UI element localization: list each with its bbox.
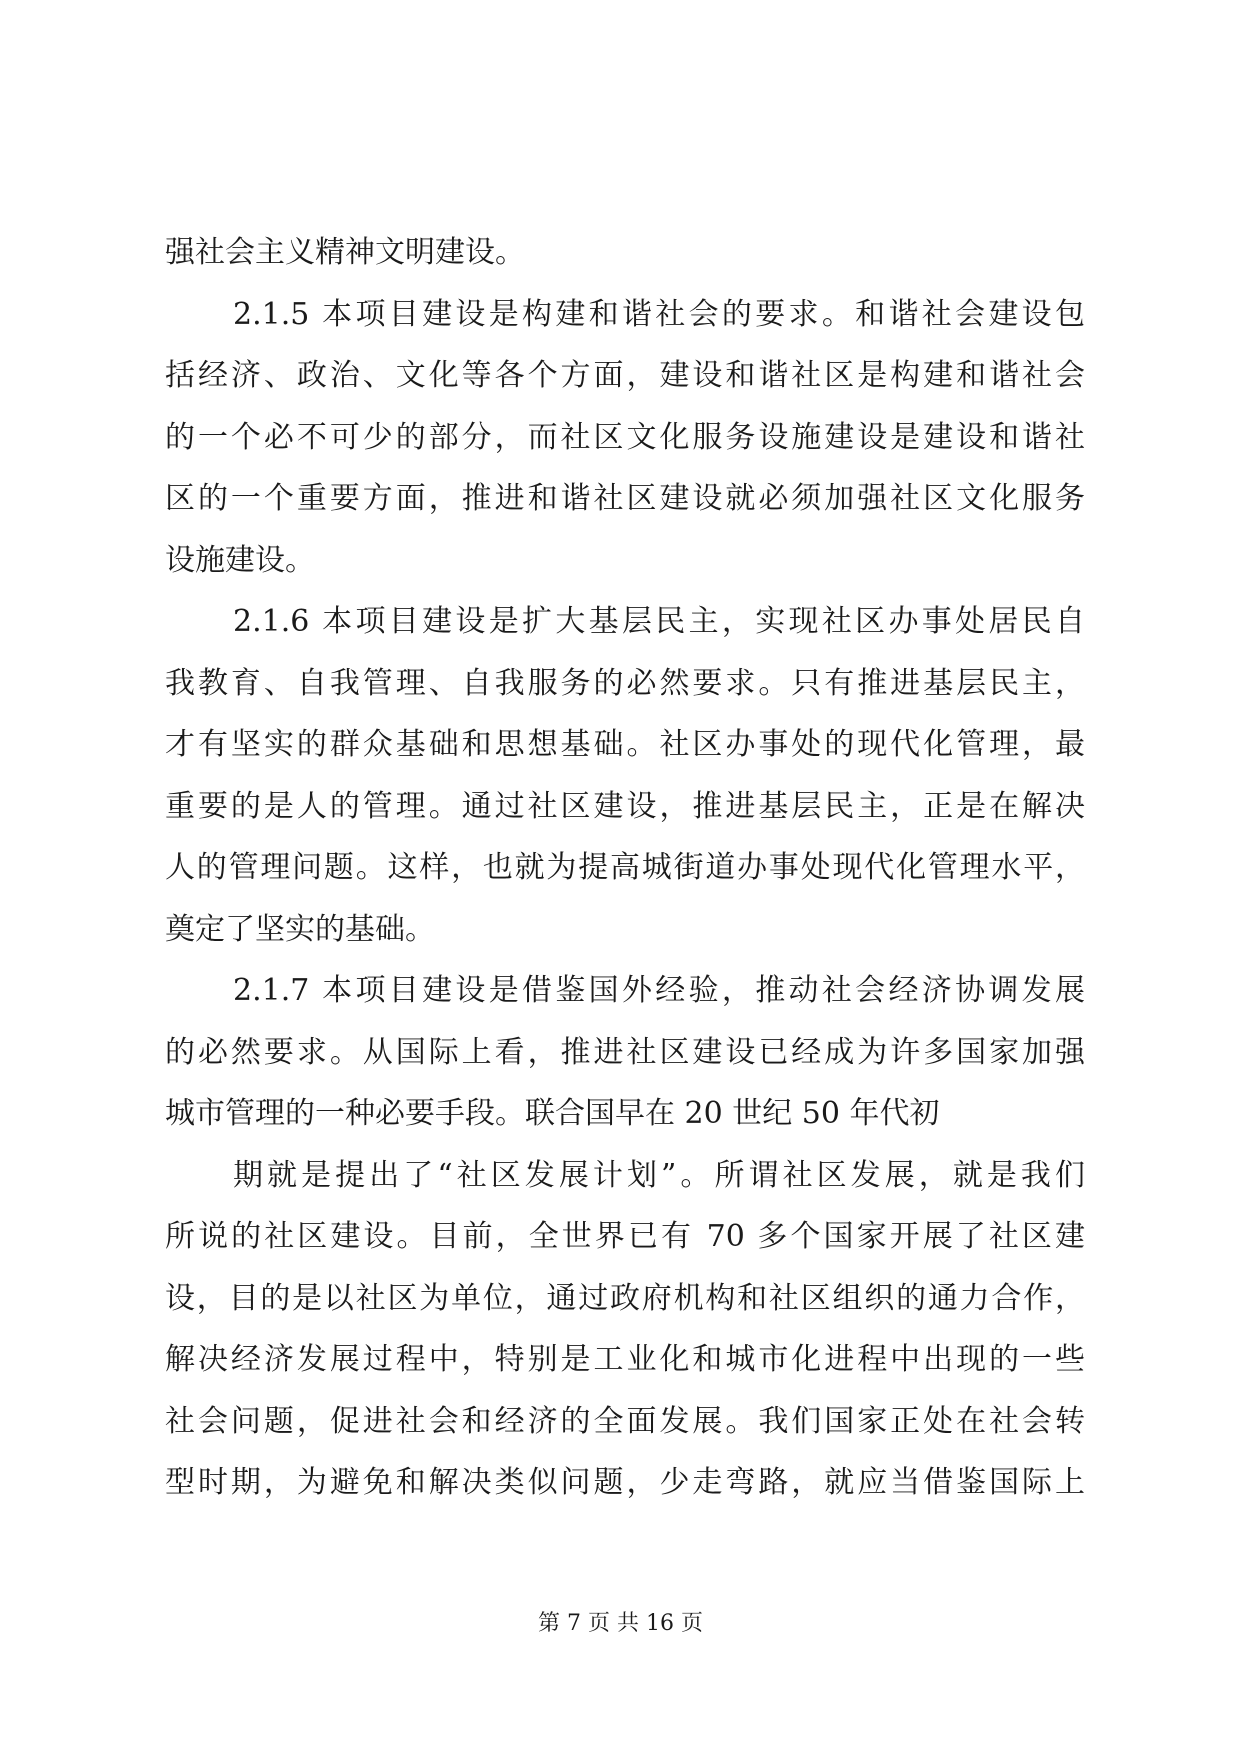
text-line: 设，目的是以社区为单位，通过政府机构和社区组织的通力合作， [165,1280,1085,1316]
text-line: 才有坚实的群众基础和思想基础。社区办事处的现代化管理，最 [165,727,1085,762]
text-line: 奠定了坚实的基础。 [165,911,435,947]
text-line: 人的管理问题。这样，也就为提高城街道办事处现代化管理水平， [165,850,1085,885]
text-line: 强社会主义精神文明建设。 [165,235,525,270]
text-line: 括经济、政治、文化等各个方面，建设和谐社区是构建和谐社会 [165,358,1085,393]
text-line: 的必然要求。从国际上看，推进社区建设已经成为许多国家加强 [165,1034,1085,1070]
section-2-1-6-first-line: 2.1.6 本项目建设是扩大基层民主，实现社区办事处居民自 [233,604,1085,639]
section-2-1-7-first-line: 2.1.7 本项目建设是借鉴国外经验，推动社会经济协调发展 [233,973,1085,1008]
text-line: 型时期，为避免和解决类似问题，少走弯路，就应当借鉴国际上 [165,1465,1085,1500]
text-line: 城市管理的一种必要手段。联合国早在 20 世纪 50 年代初 [165,1096,940,1131]
text-line: 区的一个重要方面，推进和谐社区建设就必须加强社区文化服务 [165,481,1085,516]
text-line: 我教育、自我管理、自我服务的必然要求。只有推进基层民主， [165,665,1085,701]
page-number-footer: 第 7 页 共 16 页 [538,1611,703,1636]
body-text [165,222,1085,1514]
paragraph-first-line: 期就是提出了“社区发展计划”。所谓社区发展，就是我们 [233,1157,1085,1193]
text-line: 重要的是人的管理。通过社区建设，推进基层民主，正是在解决 [165,788,1085,824]
text-line: 设施建设。 [165,542,315,578]
text-line: 解决经济发展过程中，特别是工业化和城市化进程中出现的一些 [165,1342,1085,1377]
section-2-1-5-first-line: 2.1.5 本项目建设是构建和谐社会的要求。和谐社会建设包 [233,296,1085,332]
text-line: 的一个必不可少的部分，而社区文化服务设施建设是建设和谐社 [165,419,1085,455]
text-line: 所说的社区建设。目前，全世界已有 70 多个国家开展了社区建 [165,1219,1085,1254]
text-line: 社会问题，促进社会和经济的全面发展。我们国家正处在社会转 [165,1403,1085,1439]
